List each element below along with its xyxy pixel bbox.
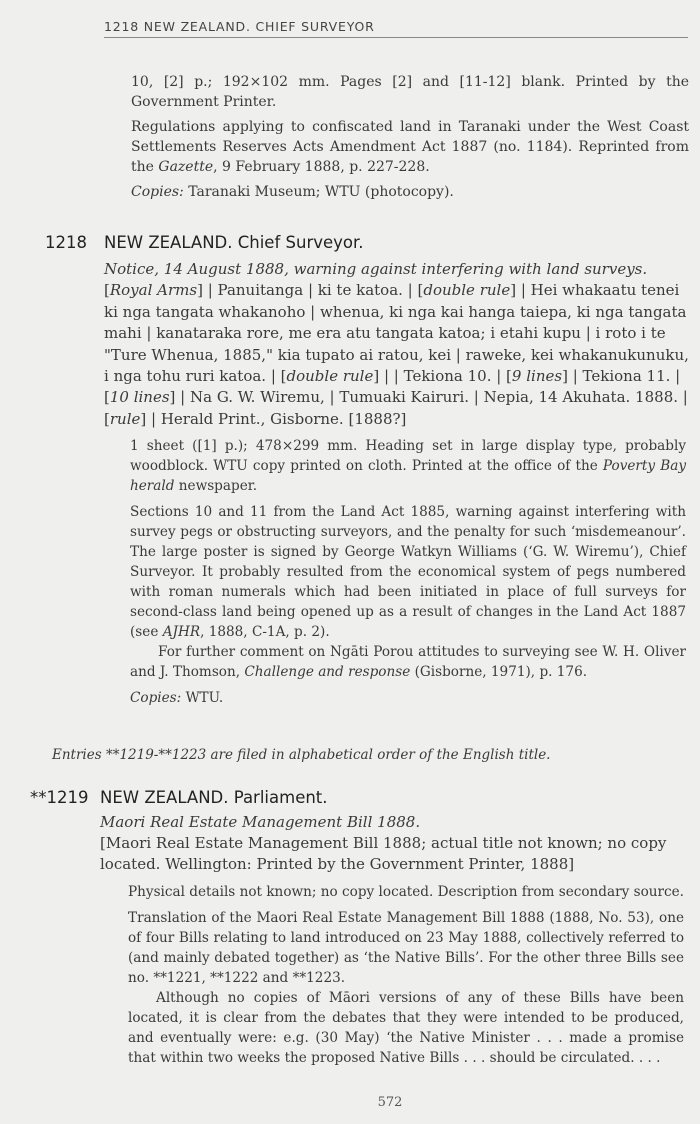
editorial-insertion: 10 lines <box>109 388 170 407</box>
entry-1219-heading <box>30 788 328 807</box>
further-comment-note: For further comment on Ngāti Porou attitudes to surveying see W. H. Oliver and J. Thomson, Challenge and response (Gisborne, 1971), p. 176. <box>130 644 686 680</box>
transcription-text: ] | Hei whakaatu tenei ki nga tangata whakanoho | whenua, ki nga kai hanga taiepa, ki nga tangata mahi | kanataraka rore, me era atu tangata katoa; i etahi kupu | i roto i te "Ture Whenua, 1885," kia tupato ai ratou, kei | raweke, kei whakanukunuku, i nga tohu ruri katoa. | [ <box>104 281 689 386</box>
entry-title: Maori Real Estate Management Bill 1888. <box>100 813 421 831</box>
bracketed-title-line: [Maori Real Estate Management Bill 1888; actual title not known; no copy located. Wellington: Printed by the Government Printer, 1888] <box>100 834 667 873</box>
running-head: 1218 NEW ZEALAND. CHIEF SURVEYOR <box>104 19 688 38</box>
previous-entry-physical-details: 10, [2] p.; 192×102 mm. Pages [2] and [11-12] blank. Printed by the Government Printer. <box>131 74 689 110</box>
entry-number: **1219 <box>30 788 89 807</box>
transcription-text: ] | Tekiona 11. | [ <box>104 367 681 407</box>
entry-title: Notice, 14 August 1888, warning against interfering with land surveys. <box>104 260 648 278</box>
editorial-insertion: 9 lines <box>511 367 563 386</box>
physical-description: Physical details not known; no copy located. Description from secondary source. <box>128 884 684 900</box>
editorial-insertion: rule <box>109 409 141 428</box>
transcription-text: ] | Na G. W. Wiremu, | Tumuaki Kairuri. | Nepia, 14 Akuhata. 1888. | [ <box>104 388 688 428</box>
entry-1219-notes <box>128 882 684 1074</box>
previous-entry-note: Regulations applying to confiscated land in Taranaki under the West Coast Settlements Reserves Acts Amendment Act 1887 (no. 1184). Reprinted from the Gazette, 9 February 1888, p. 227-228. <box>131 119 689 175</box>
entry-1218-title-transcription <box>104 259 689 430</box>
transcription-text: ] | Panuitanga | ki te katoa. | [ <box>197 281 424 300</box>
physical-description: 1 sheet ([1] p.); 478×299 mm. Heading set in large display type, probably woodblock. WTU copy printed on cloth. Printed at the office of the Poverty Bay herald newspaper. <box>130 438 686 494</box>
previous-entry-copies: Copies: Taranaki Museum; WTU (photocopy). <box>131 184 454 200</box>
editorial-insertion: Royal Arms <box>109 281 198 300</box>
previous-entry-continuation <box>131 72 689 207</box>
transcription-text: [ <box>104 281 110 300</box>
contents-note: Translation of the Maori Real Estate Management Bill 1888 (1888, No. 53), one of four Bills relating to land introduced on 23 May 1888, collectively referred to (and mainly debated together) as ‘the Native Bills’. For the other three Bills see no. **1221, **1222 and **1223. <box>128 910 684 986</box>
entry-author: NEW ZEALAND. Chief Surveyor. <box>104 233 364 252</box>
filing-note: Entries **1219-**1223 are filed in alphabetical order of the English title. <box>52 747 551 763</box>
entry-number: 1218 <box>45 233 87 252</box>
title-page-transcription <box>104 280 689 430</box>
editorial-insertion: double rule <box>423 281 511 300</box>
page-number: 572 <box>377 1095 403 1110</box>
transcription-text: ] | | Tekiona 10. | [ <box>373 367 512 386</box>
entry-1218-notes <box>130 436 686 714</box>
editorial-insertion: double rule <box>286 367 374 386</box>
entry-1219-title <box>100 812 690 875</box>
debate-note: Although no copies of Māori versions of any of these Bills have been located, it is clear from the debates that they were intended to be produced, and eventually were: e.g. (30 May) ‘the Native Minister . . . made a promise that within two weeks the proposed Native Bills . . . should be circulated. . . . <box>128 990 684 1066</box>
entry-1218-heading <box>45 233 364 252</box>
copies-note: Copies: WTU. <box>130 690 224 706</box>
contents-note: Sections 10 and 11 from the Land Act 1885, warning against interfering with survey pegs or obstructing surveyors, and the penalty for such ‘misdemeanour’. The large poster is signed by George Watkyn Williams (‘G. W. Wiremu’), Chief Surveyor. It probably resulted from the economical system of pegs numbered with roman numerals which had been initiated in place of full surveys for second-class land being opened up as a result of changes in the Land Act 1887 (see AJHR, 1888, C-1A, p. 2). <box>130 504 686 640</box>
entry-author: NEW ZEALAND. Parliament. <box>100 788 328 807</box>
transcription-text: ] | Herald Print., Gisborne. [1888?] <box>140 409 407 428</box>
